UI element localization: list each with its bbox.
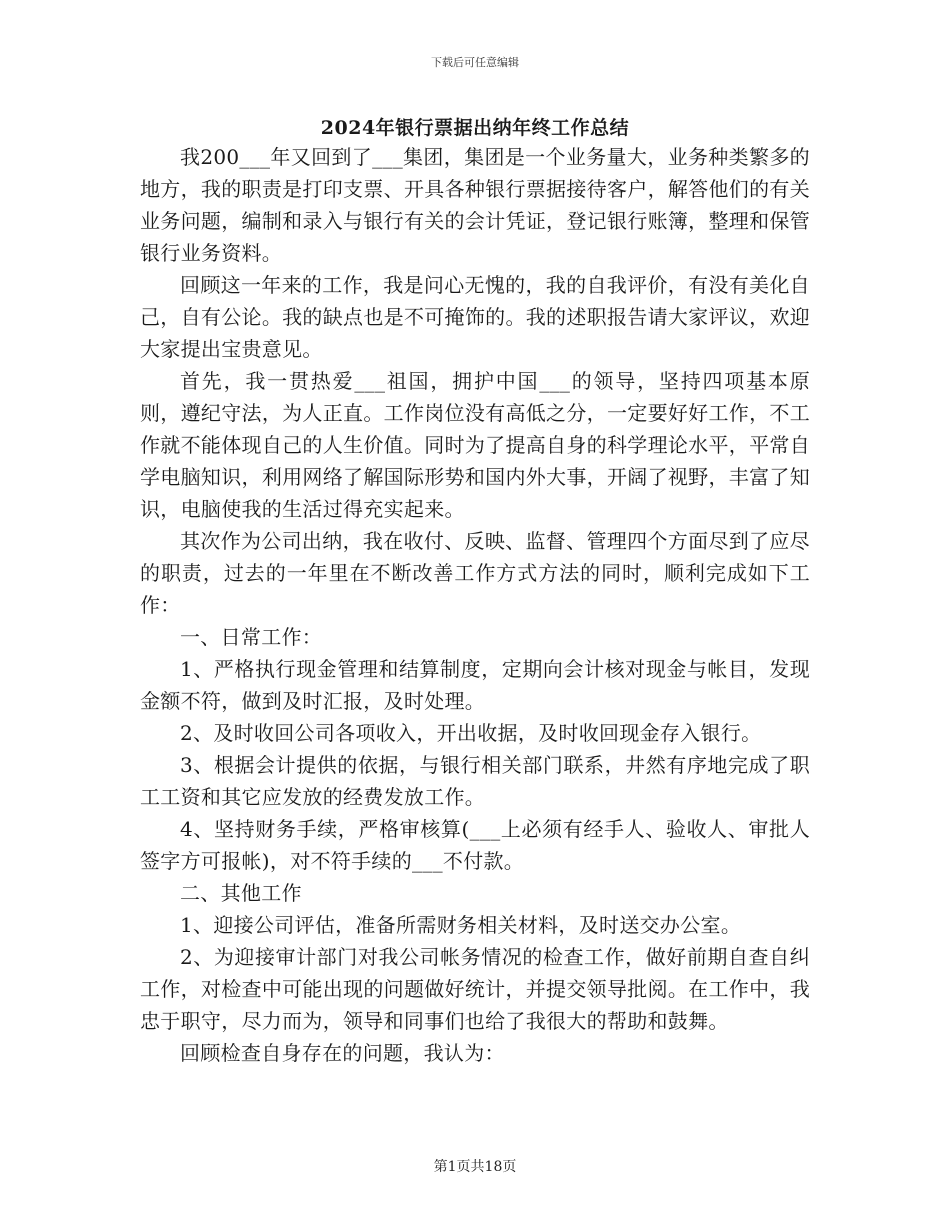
paragraph-review: 回顾检查自身存在的问题，我认为： [180,1041,505,1065]
list-item-daily-4: 4、坚持财务手续，严格审核算(___上必须有经手人、验收人、审批人签字方可报帐)，对不符手续的___不付款。 [140,817,810,873]
list-item-daily-1: 1、严格执行现金管理和结算制度，定期向会计核对现金与帐目，发现金额不符，做到及时汇报，及时处理。 [140,657,810,713]
list-item-other-1: 1、迎接公司评估，准备所需财务相关材料，及时送交办公室。 [180,913,742,937]
section-heading-daily-work: 一、日常工作： [180,625,323,649]
paragraph-4: 其次作为公司出纳，我在收付、反映、监督、管理四个方面尽到了应尽的职责，过去的一年里在不断改善工作方式方法的同时，顺利完成如下工作： [140,529,810,617]
list-item-daily-3: 3、根据会计提供的依据，与银行相关部门联系，井然有序地完成了职工工资和其它应发放的经费发放工作。 [140,753,810,809]
document-title: 2024年银行票据出纳年终工作总结 [320,117,630,139]
section-heading-other-work: 二、其他工作 [180,881,302,905]
document-body [140,141,810,1069]
list-item-daily-2: 2、及时收回公司各项收入，开出收据，及时收回现金存入银行。 [180,721,762,745]
list-item-other-2: 2、为迎接审计部门对我公司帐务情况的检查工作，做好前期自查自纠工作，对检查中可能出现的问题做好统计，并提交领导批阅。在工作中，我忠于职守，尽力而为，领导和同事们也给了我很大的帮助和鼓舞。 [140,945,810,1033]
paragraph-1: 我200___年又回到了___集团，集团是一个业务量大，业务种类繁多的地方，我的职责是打印支票、开具各种银行票据接待客户，解答他们的有关业务问题，编制和录入与银行有关的会计凭证，登记银行账簿，整理和保管银行业务资料。 [140,145,810,265]
paragraph-3: 首先，我一贯热爱___祖国，拥护中国___的领导，坚持四项基本原则，遵纪守法，为人正直。工作岗位没有高低之分，一定要好好工作，不工作就不能体现自己的人生价值。同时为了提高自身的科学理论水平，平常自学电脑知识，利用网络了解国际形势和国内外大事，开阔了视野，丰富了知识，电脑使我的生活过得充实起来。 [140,369,810,521]
page-number-footer: 第1页共18页 [433,1159,517,1175]
header-note: 下载后可任意编辑 [431,56,519,69]
paragraph-2: 回顾这一年来的工作，我是问心无愧的，我的自我评价，有没有美化自己，自有公论。我的缺点也是不可掩饰的。我的述职报告请大家评议，欢迎大家提出宝贵意见。 [140,273,810,361]
